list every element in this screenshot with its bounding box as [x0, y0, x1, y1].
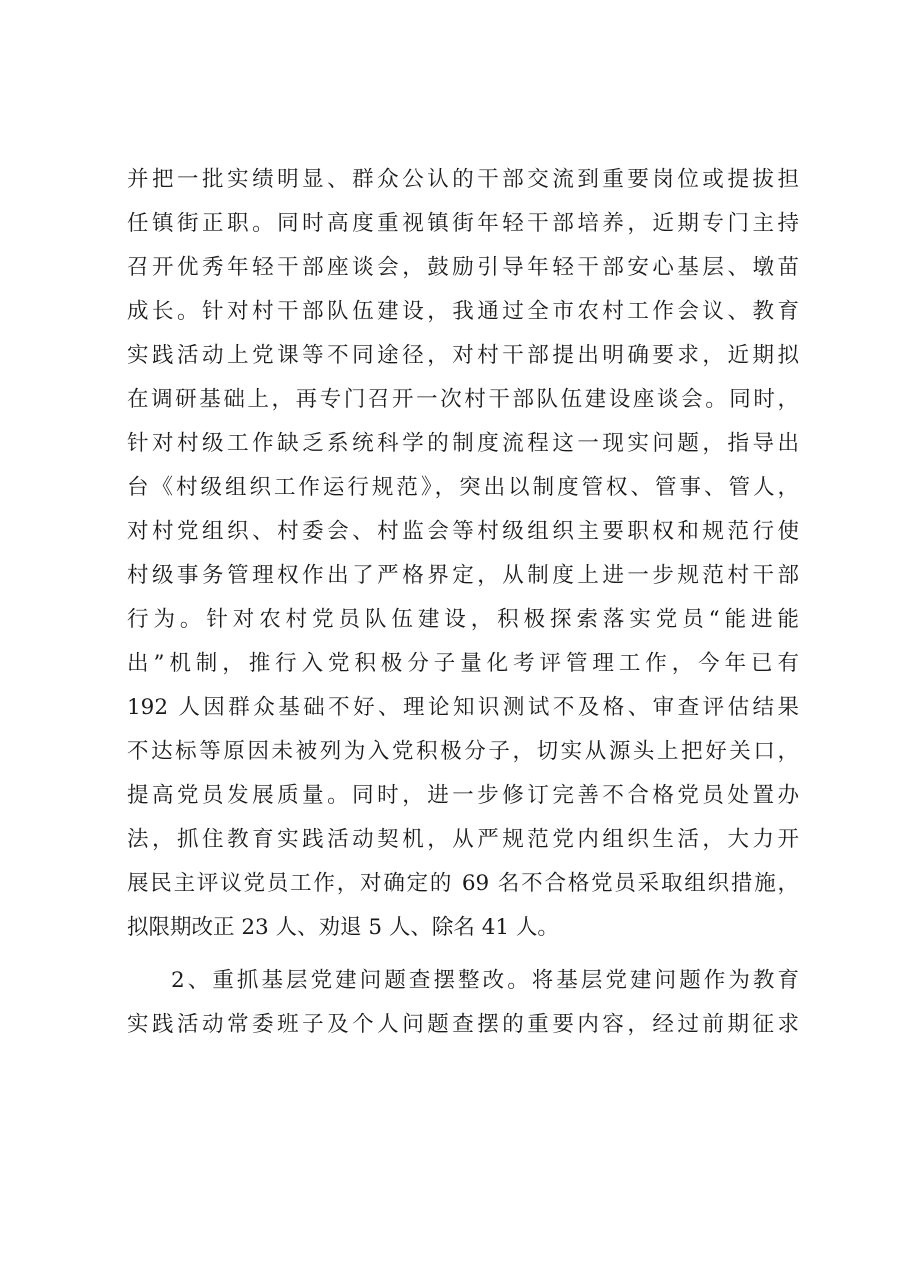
text-line: 法，抓住教育实践活动契机，从严规范党内组织生活，大力开 — [127, 827, 799, 852]
text-line: 实践活动常委班子及个人问题查摆的重要内容，经过前期征求 — [127, 1012, 799, 1037]
paragraph-1 — [127, 158, 799, 950]
paragraph-2 — [127, 959, 799, 1047]
text-line: 针对村级工作缺乏系统科学的制度流程这一现实问题，指导出 — [127, 431, 799, 456]
paragraph-spacer — [127, 950, 799, 959]
text-line: 任镇街正职。同时高度重视镇街年轻干部培养，近期专门主持 — [127, 211, 799, 236]
text-line: 对村党组织、村委会、村监会等村级组织主要职权和规范行使 — [127, 519, 799, 544]
text-line: 2、重抓基层党建问题查摆整改。将基层党建问题作为教育 — [171, 968, 799, 993]
text-line: 台《村级组织工作运行规范》，突出以制度管权、管事、管人， — [127, 475, 799, 500]
text-line: 成长。针对村干部队伍建设，我通过全市农村工作会议、教育 — [127, 299, 799, 324]
text-line: 出”机制，推行入党积极分子量化考评管理工作，今年已有 — [127, 651, 799, 676]
text-line: 并把一批实绩明显、群众公认的干部交流到重要岗位或提拔担 — [127, 167, 799, 192]
text-line: 192 人因群众基础不好、理论知识测试不及格、审查评估结果 — [127, 695, 799, 720]
text-line: 拟限期改正 23 人、劝退 5 人、除名 41 人。 — [127, 915, 559, 940]
text-line: 不达标等原因未被列为入党积极分子，切实从源头上把好关口， — [127, 739, 799, 764]
text-line: 在调研基础上，再专门召开一次村干部队伍建设座谈会。同时， — [127, 387, 799, 412]
document-body — [127, 158, 799, 1047]
text-line: 村级事务管理权作出了严格界定，从制度上进一步规范村干部 — [127, 563, 799, 588]
text-line: 行为。针对农村党员队伍建设，积极探索落实党员“能进能 — [127, 607, 799, 632]
text-line: 实践活动上党课等不同途径，对村干部提出明确要求，近期拟 — [127, 343, 799, 368]
text-line: 展民主评议党员工作，对确定的 69 名不合格党员采取组织措施， — [127, 871, 799, 896]
text-line: 提高党员发展质量。同时，进一步修订完善不合格党员处置办 — [127, 783, 799, 808]
text-line: 召开优秀年轻干部座谈会，鼓励引导年轻干部安心基层、墩苗 — [127, 255, 799, 280]
